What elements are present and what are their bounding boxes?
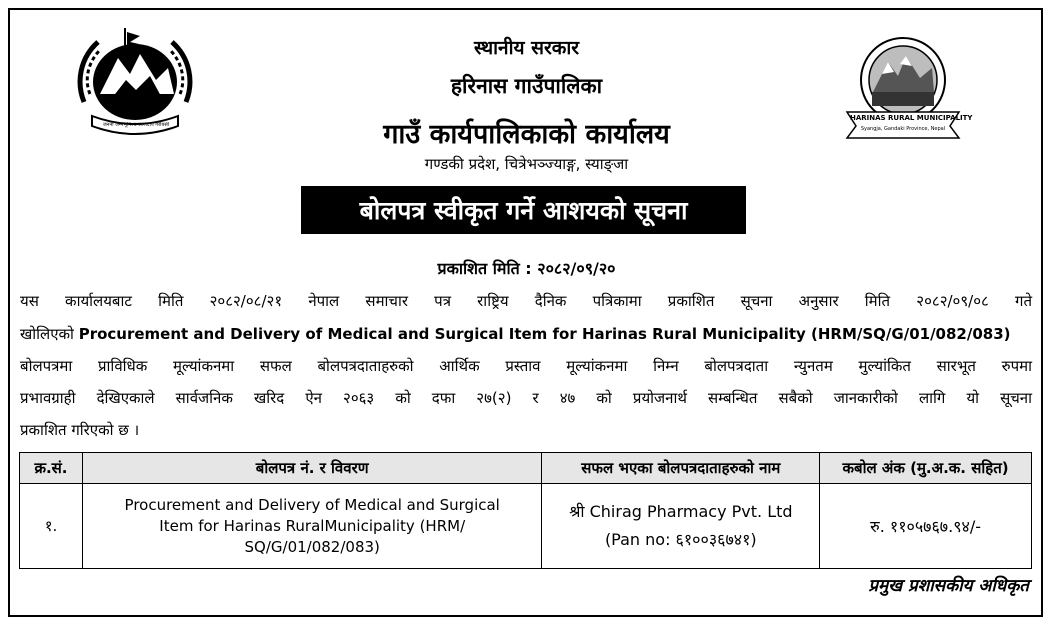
seal-sub-text: Syangja, Gandaki Province, Nepal [860,126,946,132]
header-local-government: स्थानीय सरकार [473,37,580,59]
table-header-row [20,453,1032,484]
notice-title: बोलपत्र स्वीकृत गर्ने आशयको सूचना [359,196,688,225]
header-municipality-name: हरिनास गाउँपालिका [450,74,603,98]
col-header-bidder: सफल भएका बोलपत्रदाताहरुको नाम [542,453,820,484]
cell-description [82,484,542,569]
col-header-description: बोलपत्र नं. र विवरण [82,453,542,484]
body-line-4: प्रभावग्राही देखिएकाले सार्वजनिक खरिद ऐन २०६३ को दफा २७(२) र ४७ को प्रयोजनार्थ सम्बन्धित सबैको जानकारीको लागि यो सूचना [20,389,1032,407]
table-row [20,484,1032,569]
notice-title-banner [301,186,746,234]
cell-amount: रु. ११०५७६७.९४/- [820,484,1032,569]
published-date: प्रकाशित मिति : २०८२/०९/२० [437,259,616,278]
desc-line-3: SQ/G/01/082/083) [244,537,380,556]
signature-chief-officer: प्रमुख प्रशासकीय अधिकृत [868,576,1029,596]
body-line-1: यस कार्यालयबाट मिति २०८२/०८/२१ नेपाल समाचार पत्र राष्ट्रिय दैनिक पत्रिकामा प्रकाशित सूचना अनुसार मिति २०८२/०९/०८ गते [20,292,1032,310]
header-office-name: गाउँ कार्यपालिकाको कार्यालय [383,119,670,150]
desc-line-2: Item for Harinas RuralMunicipality (HRM/ [159,516,466,535]
desc-line-1: Procurement and Delivery of Medical and Surgical [124,495,500,514]
cell-bidder [542,484,820,569]
bidder-name: श्री Chirag Pharmacy Pvt. Ltd [569,502,793,521]
procurement-title: Procurement and Delivery of Medical and Surgical Item for Harinas Rural Municipality (HRM/SQ/G/01/082/083) [78,325,1011,343]
seal-ribbon-text: HARINAS RURAL MUNICIPALITY [850,114,973,122]
body-line-2-prefix: खोलिएको [20,325,74,343]
col-header-sn: क्र.सं. [20,453,83,484]
body-line-2 [20,324,1032,344]
header-address: गण्डकी प्रदेश, चित्रेभञ्ज्याङ्ग, स्याङ्जा [424,155,629,173]
tender-table [19,452,1032,569]
bidder-pan: (Pan no: ६१००३६७४१) [604,530,757,549]
coat-of-arms-motto: जननी जन्मभूमिश्च स्वर्गादपि गरीयसी [102,122,170,128]
col-header-amount: कबोल अंक (मु.अ.क. सहित) [820,453,1032,484]
body-line-5: प्रकाशित गरिएको छ । [20,421,140,439]
body-line-3: बोलपत्रमा प्राविधिक मूल्यांकनमा सफल बोलपत्रदाताहरुको आर्थिक प्रस्ताव मूल्यांकनमा निम्न बोलपत्रदाता न्युनतम मुल्यांकित सारभूत रुपमा [20,357,1032,375]
cell-sn: १. [20,484,83,569]
